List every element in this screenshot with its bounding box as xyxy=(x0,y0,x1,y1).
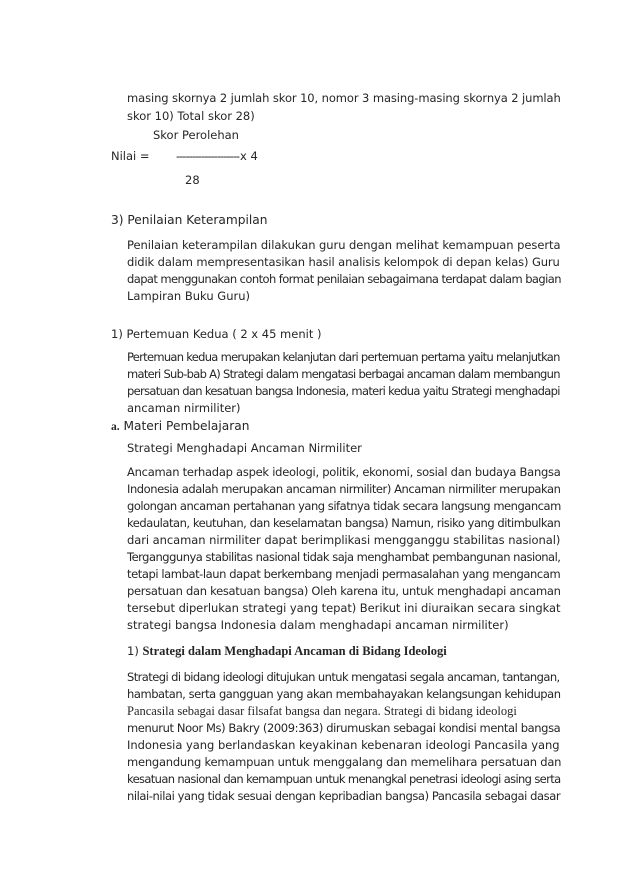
formula-denominator: 28 xyxy=(185,173,200,187)
text-line: Indonesia yang berlandaskan keyakinan kebenaran ideologi Pancasila yang xyxy=(127,738,560,752)
text-line: persatuan dan kesatuan bangsa Indonesia, materi kedua yaitu Strategi menghadapi xyxy=(127,384,560,398)
section-heading xyxy=(111,418,249,435)
formula-multiplier: x 4 xyxy=(240,149,258,163)
text-line: nilai-nilai yang tidak sesuai dengan kepribadian bangsa) Pancasila sebagai dasar xyxy=(127,789,561,803)
text-line: Terganggunya stabilitas nasional tidak saja menghambat pembangunan nasional, xyxy=(127,550,561,564)
text-line: strategi bangsa Indonesia dalam menghadapi ancaman nirmiliter) xyxy=(127,618,509,632)
text-line: kedaulatan, keutuhan, dan keselamatan bangsa) Namun, risiko yang ditimbulkan xyxy=(127,516,561,530)
text-line: tetapi lambat-laun dapat berkembang menjadi permasalahan yang mengancam xyxy=(127,567,561,581)
heading-number: 1) xyxy=(127,644,143,658)
text-line: dari ancaman nirmiliter dapat berimplikasi mengganggu stabilitas nasional) xyxy=(127,533,561,547)
text-line: didik dalam mempresentasikan hasil analisis kelompok di depan kelas) Guru xyxy=(127,255,560,269)
section-heading: 1) Pertemuan Kedua ( 2 x 45 menit ) xyxy=(111,327,322,341)
heading-text: Strategi dalam Menghadapi Ancaman di Bidang Ideologi xyxy=(142,644,447,658)
text-line: Pancasila sebagai dasar filsafat bangsa dan negara. Strategi di bidang ideologi xyxy=(127,704,517,718)
text-line: Pertemuan kedua merupakan kelanjutan dari pertemuan pertama yaitu melanjutkan xyxy=(127,350,560,364)
text-line: skor 10) Total skor 28) xyxy=(127,109,255,123)
text-line: mengandung kemampuan untuk menggalang dan memelihara persatuan dan xyxy=(127,755,562,769)
subsection-heading xyxy=(127,643,447,659)
formula-lhs: Nilai = xyxy=(111,149,150,163)
heading-prefix: a. xyxy=(111,421,120,433)
text-line: kesatuan nasional dan kemampuan untuk menangkal penetrasi ideologi asing serta xyxy=(127,772,561,786)
section-heading: 3) Penilaian Keterampilan xyxy=(111,213,268,227)
formula-numerator: Skor Perolehan xyxy=(153,128,239,142)
text-line: dapat menggunakan contoh format penilaian sebagaimana terdapat dalam bagian xyxy=(127,272,561,286)
text-line: ancaman nirmiliter) xyxy=(127,401,241,415)
text-line: menurut Noor Ms) Bakry (2009:363) dirumuskan sebagai kondisi mental bangsa xyxy=(127,721,561,735)
text-line: Lampiran Buku Guru) xyxy=(127,289,251,303)
text-line: hambatan, serta gangguan yang akan membahayakan kelangsungan kehidupan xyxy=(127,687,561,701)
text-line: Indonesia adalah merupakan ancaman nirmiliter) Ancaman nirmiliter merupakan xyxy=(127,482,561,496)
text-line: Ancaman terhadap aspek ideologi, politik, ekonomi, sosial dan budaya Bangsa xyxy=(127,465,561,479)
section-subtitle: Strategi Menghadapi Ancaman Nirmiliter xyxy=(127,441,362,455)
text-line: materi Sub-bab A) Strategi dalam mengatasi berbagai ancaman dalam membangun xyxy=(127,367,560,381)
text-line: Strategi di bidang ideologi ditujukan untuk mengatasi segala ancaman, tantangan, xyxy=(127,670,560,684)
heading-text: Materi Pembelajaran xyxy=(119,419,250,433)
text-line: persatuan dan kesatuan bangsa) Oleh karena itu, untuk menghadapi ancaman xyxy=(127,584,561,598)
text-line: masing skornya 2 jumlah skor 10, nomor 3 masing-masing skornya 2 jumlah xyxy=(127,91,561,105)
text-line: tersebut diperlukan strategi yang tepat) Berikut ini diuraikan secara singkat xyxy=(127,601,561,615)
text-line: Penilaian keterampilan dilakukan guru dengan melihat kemampuan peserta xyxy=(127,238,561,252)
formula-fraction-line: -------------------- xyxy=(176,149,239,163)
text-line: golongan ancaman pertahanan yang sifatnya tidak secara langsung mengancam xyxy=(127,499,561,513)
